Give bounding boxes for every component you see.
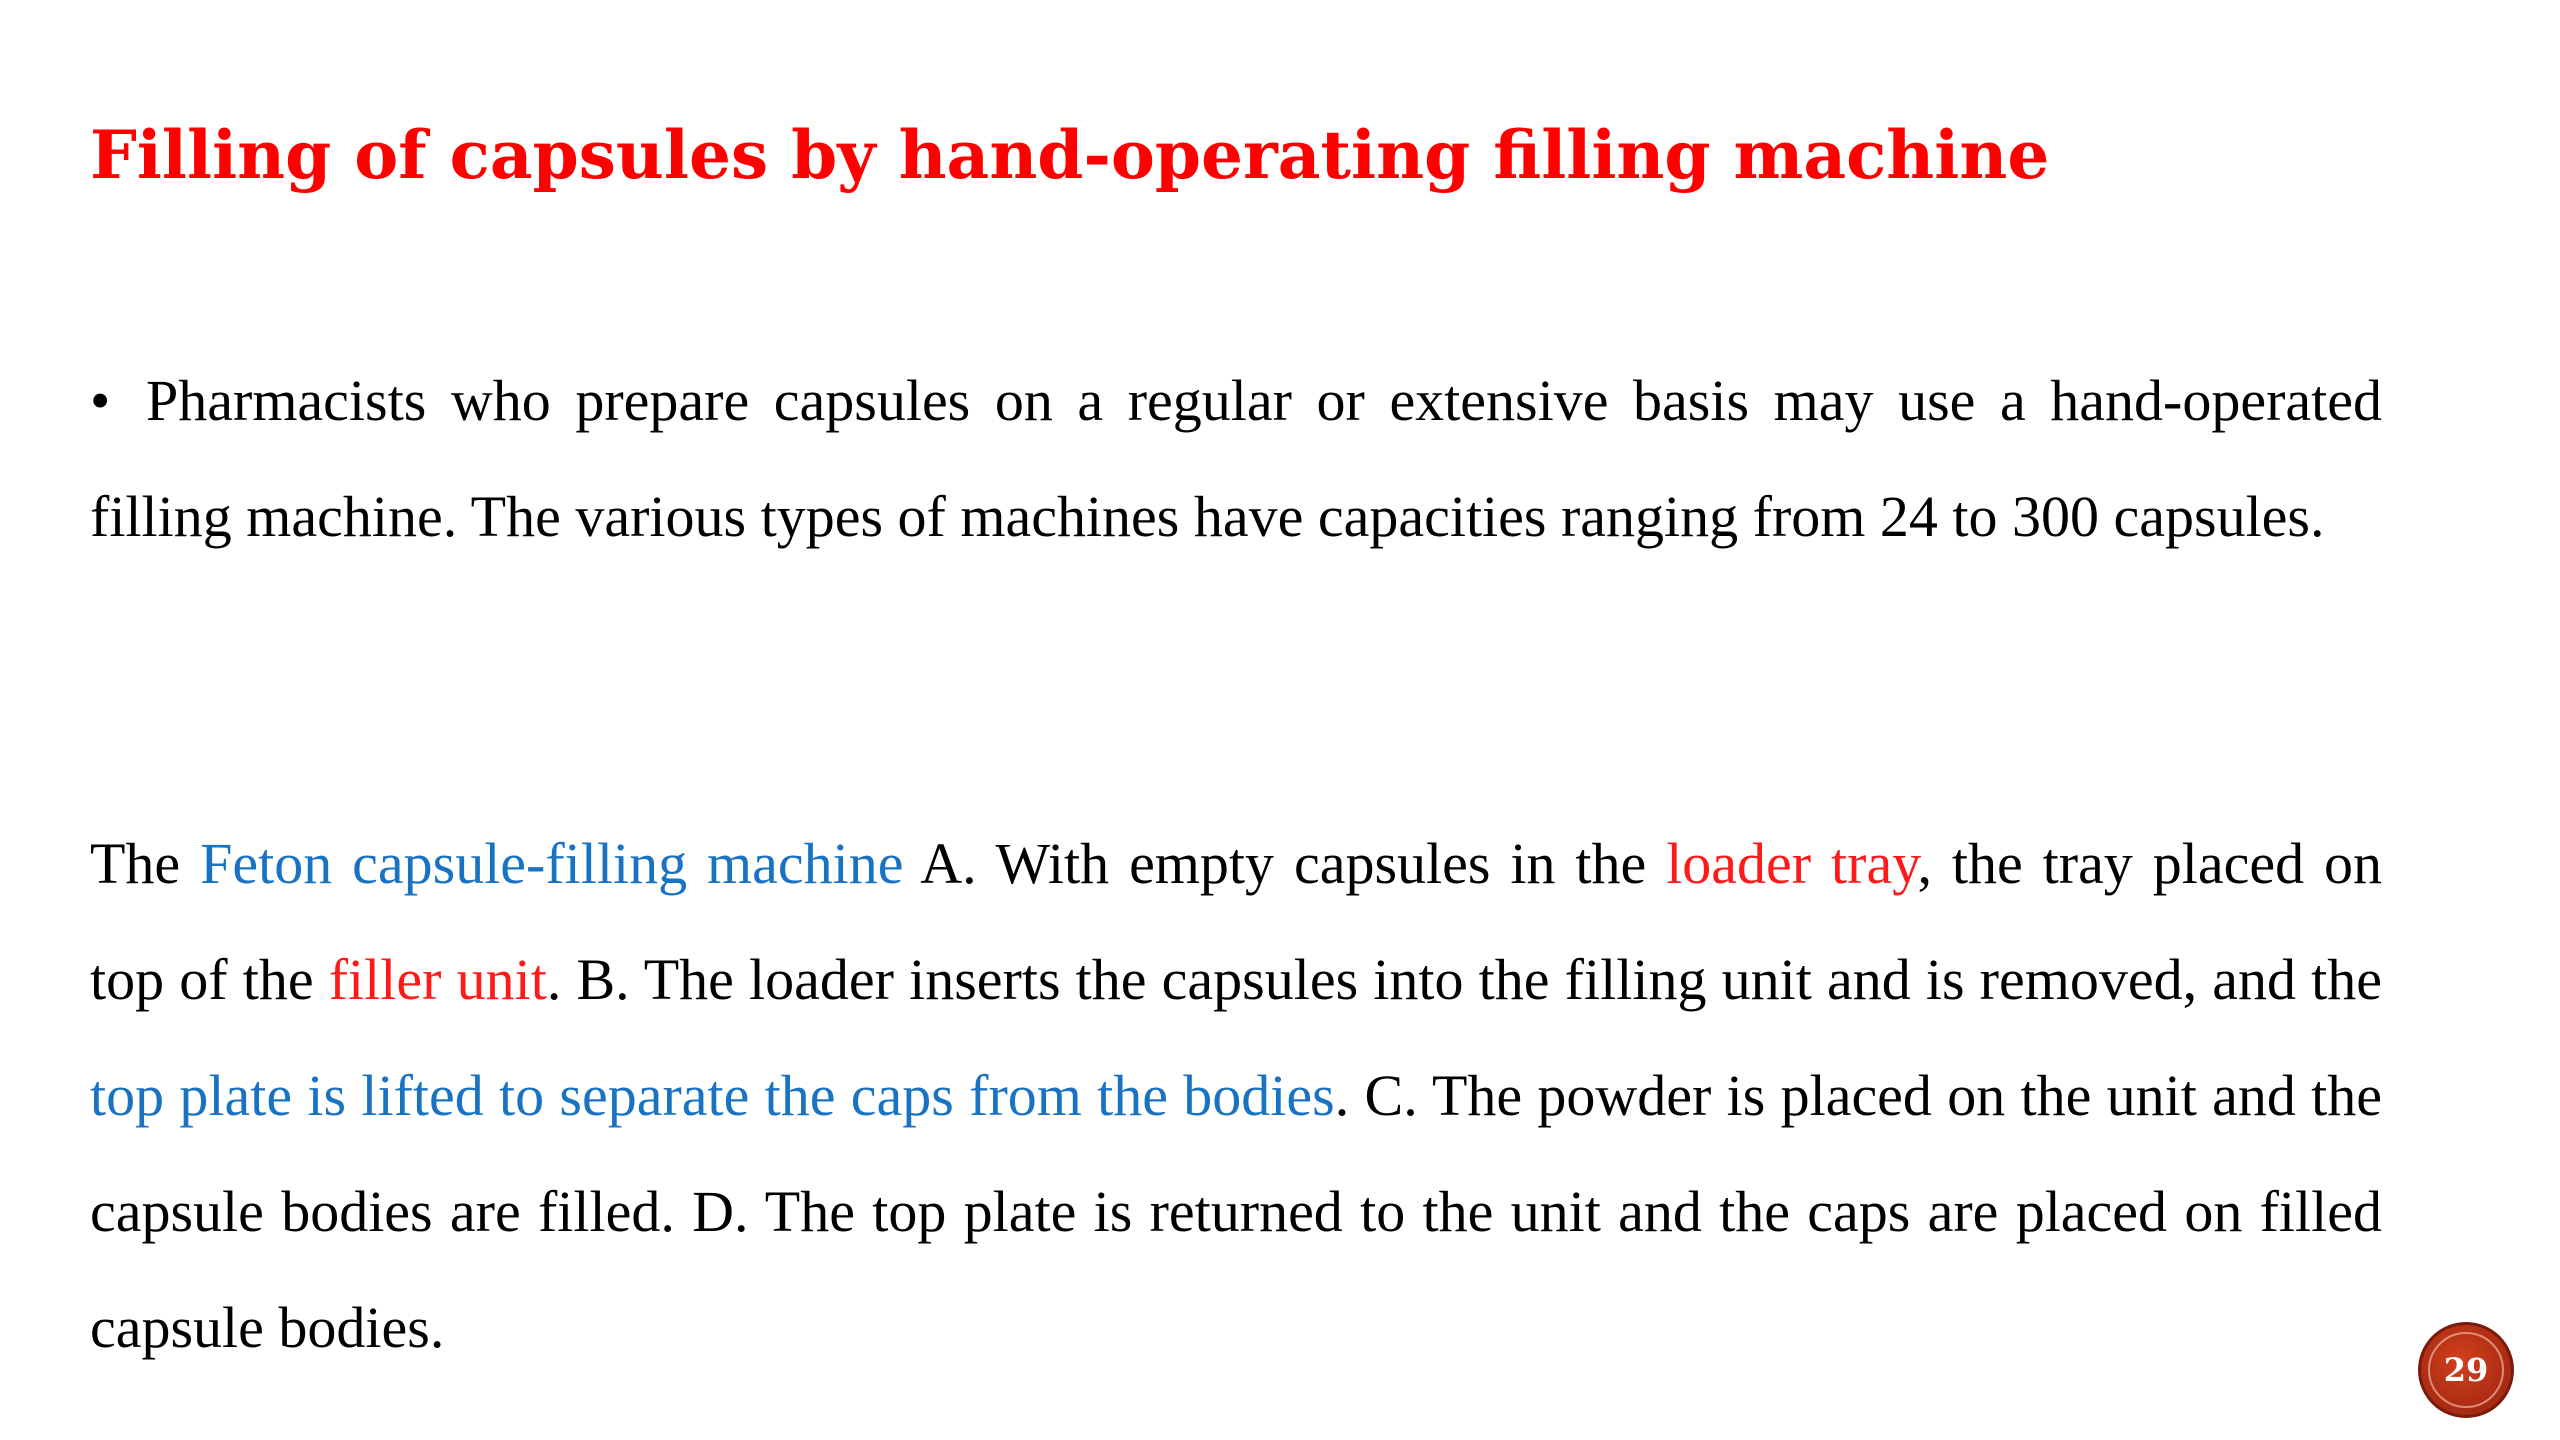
paragraph-text: . B. The loader inserts the capsules into the filling unit and is removed, and the [546, 947, 2382, 1012]
page-number: 29 [2443, 1351, 2489, 1389]
paragraph-text: , the tray placed on top of the [90, 831, 2382, 1012]
page-number-badge [2418, 1322, 2514, 1418]
bullet-paragraph-text: Pharmacists who prepare capsules on a regular or extensive basis may use a hand-operated filling machine. The various types of machines have capacities ranging from 24 to 300 capsules. [90, 368, 2382, 549]
paragraph-text: The [90, 831, 201, 896]
highlight-feton-machine: Feton capsule-filling machine [200, 831, 904, 896]
feton-paragraph [90, 806, 2382, 1386]
highlight-filler-unit: filler unit [328, 947, 547, 1012]
bullet-paragraph [90, 343, 2382, 575]
highlight-loader-tray: loader tray [1666, 831, 1918, 896]
slide-title: Filling of capsules by hand-operating filling machine [90, 116, 2050, 194]
paragraph-text: . C. The powder is placed on the unit and the capsule bodies are filled. D. The top plate is returned to the unit and the caps are placed on filled capsule bodies. [90, 1063, 2383, 1360]
highlight-top-plate: top plate is lifted to separate the caps from the bodies [90, 1063, 1335, 1128]
bullet-icon: • [90, 368, 111, 433]
paragraph-text: A. With empty capsules in the [903, 831, 1667, 896]
